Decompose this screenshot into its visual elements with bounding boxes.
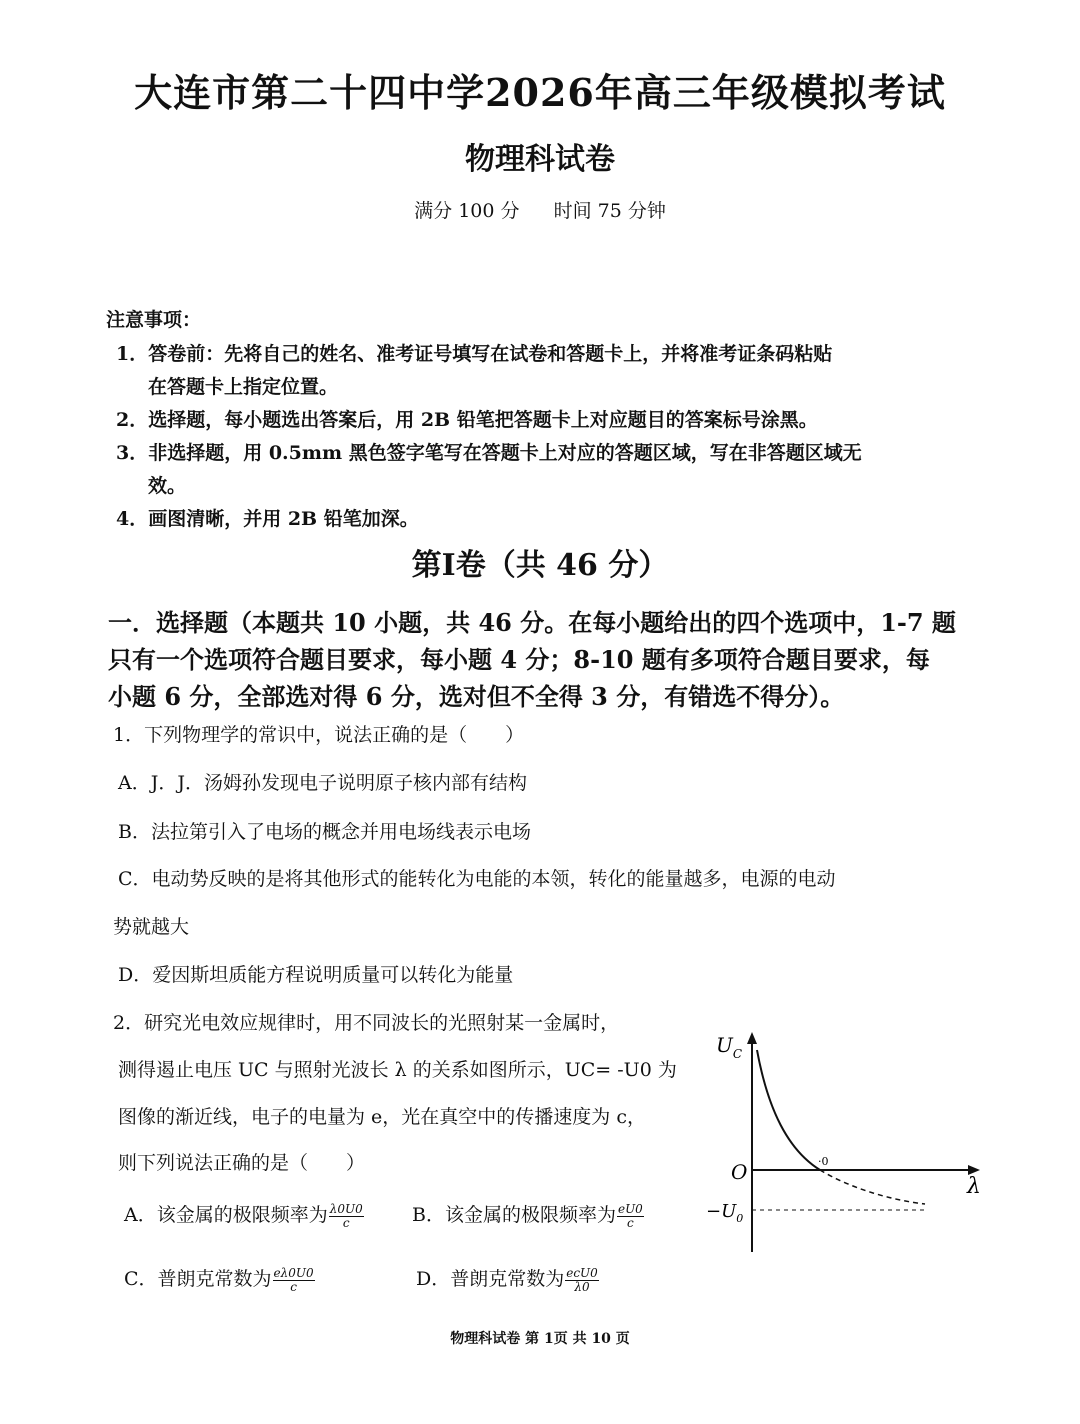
fraction: $\frac{\text{ecU0}}{\lambda 0}$ <box>566 1265 598 1294</box>
q2-option-d: D．普朗克常数为 $\frac{\text{ecU0}}{\lambda 0}$ <box>416 1265 598 1294</box>
note-item: 效。 <box>148 475 187 497</box>
section-instruction: 只有一个选项符合题目要求，每小题 4 分；8-10 题有多项符合题目要求，每 <box>108 645 930 674</box>
uc-lambda-graph <box>700 1020 1000 1260</box>
dashed-curve <box>820 1170 925 1204</box>
note-item: 在答题卡上指定位置。 <box>148 376 339 398</box>
q1-option-a: A．J．J．汤姆孙发现电子说明原子核内部有结构 <box>118 772 527 794</box>
note-item: 2．选择题，每小题选出答案后，用 2B 铅笔把答题卡上对应题目的答案标号涂黑。 <box>116 409 818 431</box>
q2-stem: 图像的渐近线，电子的电量为 e，光在真空中的传播速度为 c， <box>118 1106 646 1128</box>
q1-stem: 1．下列物理学的常识中，说法正确的是（ ） <box>113 724 525 746</box>
q2-option-c: C．普朗克常数为 $\frac{e\lambda 0U0}{c}$ <box>124 1265 314 1294</box>
q1-option-c: C．电动势反映的是将其他形式的能转化为电能的本领，转化的能量越多，电源的电动 <box>118 868 836 890</box>
q1-option-b: B．法拉第引入了电场的概念并用电场线表示电场 <box>118 821 531 843</box>
exam-meta <box>0 196 1080 223</box>
q2-stem: 2．研究光电效应规律时，用不同波长的光照射某一金属时， <box>113 1012 620 1034</box>
origin-label: O <box>731 1160 748 1184</box>
exam-time: 时间 75 分钟 <box>553 200 666 222</box>
q2-stem: 测得遏止电压 UC 与照射光波长 λ 的关系如图所示，UC= -U0 为 <box>118 1059 677 1081</box>
page-footer: 物理科试卷 第 1页 共 10 页 <box>450 1331 630 1347</box>
y-axis-label: $U_C$ <box>716 1033 743 1061</box>
full-score: 满分 100 分 <box>414 200 520 222</box>
y-axis-arrow <box>747 1032 757 1044</box>
note-item: 1．答卷前：先将自己的姓名、准考证号填写在试卷和答题卡上，并将准考证条码粘贴 <box>116 343 833 365</box>
q1-option-c-cont: 势就越大 <box>113 916 190 938</box>
notes-heading: 注意事项： <box>106 309 202 331</box>
exam-title: 大连市第二十四中学2026年高三年级模拟考试 <box>134 70 946 115</box>
fraction: $\frac{e\lambda 0U0}{c}$ <box>273 1265 314 1294</box>
fraction: $\frac{eU0}{c}$ <box>617 1201 643 1230</box>
section-instruction: 一．选择题（本题共 10 小题，共 46 分。在每小题给出的四个选项中，1-7 题 <box>108 608 956 637</box>
q2-option-a: A．该金属的极限频率为 $\frac{\lambda 0U0}{c}$ <box>124 1201 363 1230</box>
asymptote-label: $-U_0$ <box>706 1201 744 1225</box>
note-item: 4．画图清晰，并用 2B 铅笔加深。 <box>116 508 419 530</box>
exam-subtitle: 物理科试卷 <box>465 142 615 177</box>
q2-option-b: B．该金属的极限频率为 $\frac{eU0}{c}$ <box>412 1201 643 1230</box>
intercept-label: ·0 <box>818 1155 829 1168</box>
solid-curve <box>757 1050 820 1170</box>
x-axis-label: λ <box>967 1174 981 1199</box>
q1-option-d: D．爱因斯坦质能方程说明质量可以转化为能量 <box>118 964 514 986</box>
q2-stem: 则下列说法正确的是（ ） <box>118 1152 366 1174</box>
note-item: 3．非选择题，用 0.5mm 黑色签字笔写在答题卡上对应的答题区域，写在非答题区域无 <box>116 442 862 464</box>
section-title: 第Ⅰ卷（共 46 分） <box>411 548 669 583</box>
section-instruction: 小题 6 分，全部选对得 6 分，选对但不全得 3 分，有错选不得分）。 <box>108 682 845 711</box>
fraction: $\frac{\lambda 0U0}{c}$ <box>329 1201 363 1230</box>
